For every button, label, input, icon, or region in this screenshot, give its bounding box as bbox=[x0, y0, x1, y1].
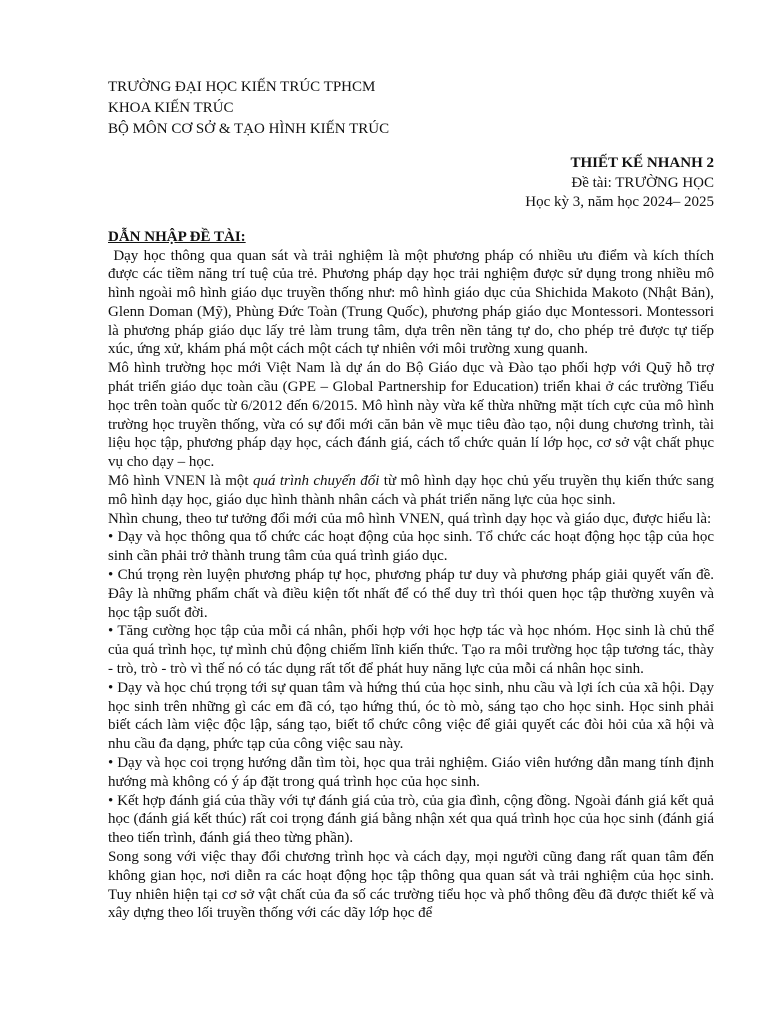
course-info bbox=[108, 154, 714, 213]
faculty-name: KHOA KIẾN TRÚC bbox=[108, 100, 234, 116]
department-name: BỘ MÔN CƠ SỞ & TẠO HÌNH KIẾN TRÚC bbox=[108, 121, 390, 137]
bullet-item: • Tăng cường học tập của mỗi cá nhân, phối hợp với học hợp tác và học nhóm. Học sinh là chủ thể của quá trình học, tự mình chủ động chiếm lĩnh kiến thức. Tạo ra môi trường học tập tương tác, thày - trò, trò - trò vì thế nó có tác dụng rất tốt để phát huy năng lực của mỗi cá nhân học sinh. bbox=[108, 623, 714, 678]
university-name: TRƯỜNG ĐẠI HỌC KIẾN TRÚC TPHCM bbox=[108, 79, 376, 95]
bullet-list bbox=[108, 528, 714, 848]
course-title: THIẾT KẾ NHANH 2 bbox=[570, 155, 714, 171]
intro-paragraph-1: Dạy học thông qua quan sát và trải nghiệm là một phương pháp có nhiều ưu điểm và kích thích được các tiềm năng trí tuệ của trẻ. Phương pháp dạy học trải nghiệm được sử dụng trong nhiều mô hình ngoài mô hình giáo dục truyền thống như: mô hình giáo dục của Shichida Makoto (Nhật Bản), Glenn Doman (Mỹ), Phùng Đức Toàn (Trung Quốc), phương pháp giáo dục Montessori. Montessori là phương pháp giáo dục lấy trẻ làm trung tâm, dựa trên nền tảng tự do, cho phép trẻ được tự tiếp xúc, ứng xử, khám phá một cách một cách tự nhiên với môi trường xung quanh. bbox=[108, 247, 718, 358]
bullet-item: • Dạy và học coi trọng hướng dẫn tìm tòi, học qua trải nghiệm. Giáo viên hướng dẫn mang tính định hướng mà không có ý áp đặt trong quá trình học của học sinh. bbox=[108, 755, 714, 790]
institution-header bbox=[108, 77, 714, 140]
bullet-item: • Dạy và học chú trọng tới sự quan tâm và hứng thú của học sinh, nhu cầu và lợi ích của xã hội. Dạy học sinh trên những gì các em đã có, tạo hứng thú, óc tò mò, sáng tạo cho học sinh. Học sinh phải biết cách làm việc độc lập, sáng tạo, biết tổ chức công việc để giải quyết các đòi hỏi của xã hội và nhu cầu đa dạng, phức tạp của công việc sau này. bbox=[108, 679, 714, 753]
p3-text-before: Mô hình VNEN là một bbox=[108, 473, 253, 490]
document-page bbox=[108, 77, 718, 923]
intro-paragraph-4: Nhìn chung, theo tư tưởng đổi mới của mô hình VNEN, quá trình dạy học và giáo dục, được hiểu là: bbox=[108, 510, 712, 527]
p3-text-after: từ mô hình dạy học chủ yếu truyền thụ kiến thức sang mô hình dạy học, giáo dục hình thành nhân cách và phát triển năng lực của học sinh. bbox=[108, 473, 714, 508]
course-topic: Đề tài: TRƯỜNG HỌC bbox=[571, 174, 714, 191]
intro-paragraph-5: Song song với việc thay đổi chương trình học và cách dạy, mọi người cũng đang rất quan tâm đến không gian học, nơi diễn ra các hoạt động học tập thông qua quan sát và trải nghiệm của học sinh. Tuy nhiên hiện tại cơ sở vật chất của đa số các trường tiểu học và phổ thông đều đã được thiết kế và xây dựng theo lối truyền thống với các dãy lớp học để bbox=[108, 849, 714, 922]
bullet-item: • Dạy và học thông qua tổ chức các hoạt động của học sinh. Tổ chức các hoạt động học tập của học sinh cần phải trở thành trung tâm của quá trình giáo dục. bbox=[108, 529, 714, 565]
section-title: DẪN NHẬP ĐỀ TÀI: bbox=[108, 228, 246, 245]
bullet-item: • Chú trọng rèn luyện phương pháp tự học, phương pháp tư duy và phương pháp giải quyết vấn đề. Đây là những phẩm chất và điều kiện tốt nhất để có thể duy trì thói quen học tập thường xuyên và học tập suốt đời. bbox=[108, 567, 714, 621]
intro-paragraph-3 bbox=[108, 472, 714, 510]
bullet-item: • Kết hợp đánh giá của thầy với tự đánh giá của trò, của gia đình, cộng đồng. Ngoài đánh giá kết quả học (đánh giá kết thúc) rất coi trọng đánh giá bằng nhận xét qua quá trình học của học sinh (đánh giá theo tiến trình, đánh giá theo từng phần). bbox=[108, 792, 714, 847]
p3-italic-phrase: quá trình chuyển đổi bbox=[252, 473, 380, 490]
course-term: Học kỳ 3, năm học 2024– 2025 bbox=[525, 194, 714, 210]
intro-paragraph-2: Mô hình trường học mới Việt Nam là dự án do Bộ Giáo dục và Đào tạo phối hợp với Quỹ hỗ trợ phát triển giáo dục toàn cầu (GPE – Global Partnership for Education) triển khai ở các trường Tiểu học trên toàn quốc từ 6/2012 đến 6/2015. Mô hình này vừa kế thừa những mặt tích cực của mô hình trường học truyền thống, vừa có sự đổi mới căn bản về mục tiêu đào tạo, nội dung chương trình, tài liệu học tập, phương pháp dạy học, cách đánh giá, cách tổ chức quản lí lớp học, cơ sở vật chất phục vụ cho dạy – học. bbox=[108, 360, 714, 471]
